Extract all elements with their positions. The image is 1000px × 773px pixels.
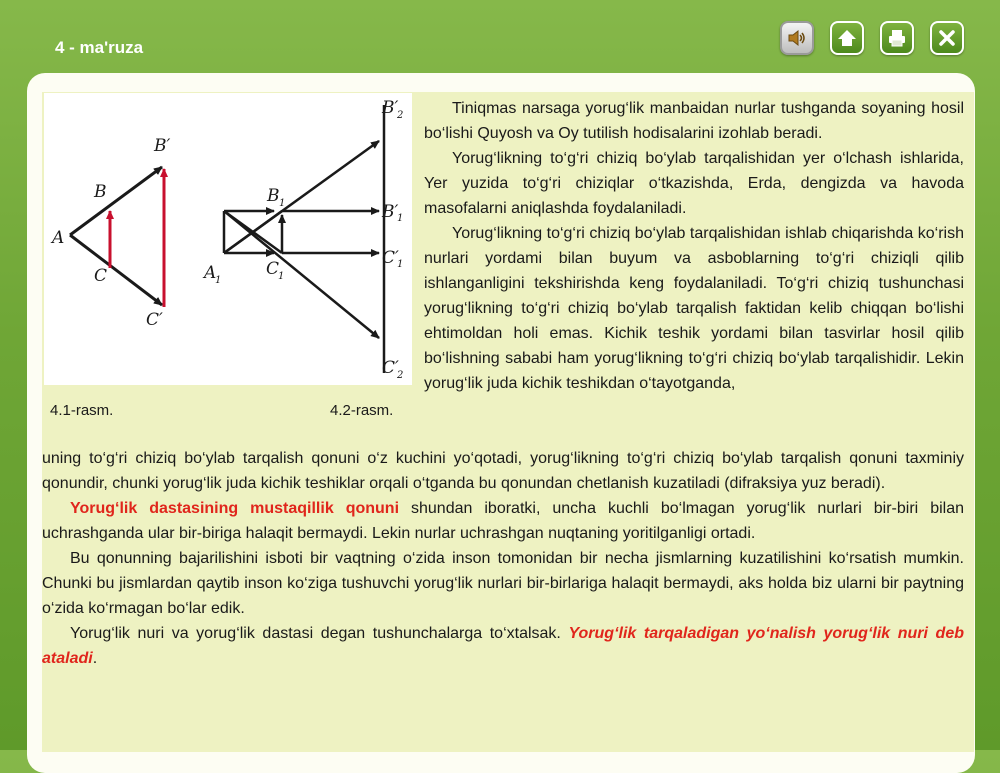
label-b1-prime-sub: 1 <box>397 213 404 224</box>
print-button[interactable] <box>880 21 914 55</box>
paragraph-7 <box>42 621 964 671</box>
printer-icon <box>886 27 908 49</box>
label-c2-prime: C′ <box>382 358 399 378</box>
home-button[interactable] <box>830 21 864 55</box>
definition-text: Yorug‘lik tarqaladigan yo‘nalish yorug‘lik nuri deb ataladi <box>42 625 964 667</box>
label-a1-sub: 1 <box>215 275 222 286</box>
law-text: shundan iboratki, uncha kuchli bo‘lmagan yorug‘lik nurlari bir-biri bilan uchrashganda ular bir-biriga halaqit bermaydi. Lekin nurlar uchrashgan nuqtaning yoritilganligi ortadi. <box>42 500 964 542</box>
label-c: C <box>94 266 108 286</box>
label-c1-prime: C′ <box>382 248 399 268</box>
definition-end: . <box>92 650 98 667</box>
speaker-icon <box>786 27 808 49</box>
optics-diagram <box>44 93 412 385</box>
label-b2-prime-sub: 2 <box>397 110 404 121</box>
paragraph-3: Yorug‘likning to‘g‘ri chiziq bo‘ylab tarqalishidan ishlab chiqarishda ko‘rish nurlari yordami bilan buyum va asboblarning to‘g‘ri chiziqli qilib ishlanganligini tekshirishda keng foydalaniladi. To‘g‘ri chiziq tushunchasi yorug‘likning to‘g‘ri chiziq bo‘ylab tarqalish faktidan kelib chiqqan bo‘lishi ehtimoldan holi emas. Kichik teshik yordami bilan tasvirlar hosil qilib bo‘lishning sababi ham yorug‘likning to‘g‘ri chiziq bo‘ylab tarqalishidir. Lekin yorug‘lik juda kichik teshikdan o‘tayotganda, <box>424 225 964 392</box>
home-icon <box>836 27 858 49</box>
label-a1: A <box>204 263 217 283</box>
label-a: A <box>52 228 65 248</box>
paragraph-6: Bu qonunning bajarilishini isboti bir vaqtning o‘zida inson tomonidan bir necha jismlarning kuzatilishini ko‘rsatish mumkin. Chunki bu jismlardan qaytib inson ko‘ziga tushuvchi yorug‘lik nurlari bir-birlariga halaqit bermaydi, aks holda biz ularni bir paytning o‘zida ko‘rmagan bo‘lar edik. <box>42 550 964 617</box>
figure-4-1 <box>50 136 170 330</box>
label-b-prime: B′ <box>154 136 171 156</box>
label-c1: C <box>266 259 280 279</box>
figure-4-2 <box>202 98 403 381</box>
label-b1: B <box>267 186 280 206</box>
label-c-prime: C′ <box>146 310 163 330</box>
text-column-bottom <box>42 446 964 671</box>
label-b: B <box>94 182 107 202</box>
figure-box <box>44 93 412 385</box>
close-button[interactable] <box>930 21 964 55</box>
sound-button[interactable] <box>780 21 814 55</box>
label-c2-prime-sub: 2 <box>397 370 404 381</box>
paragraph-2: Yorug‘likning to‘g‘ri chiziq bo‘ylab tarqalishidan yer o‘lchash ishlarida, Yer yuzida to‘g‘ri chiziqlar o‘tkazishda, Erda, dengizda va havoda masofalarni aniqlashda foydalaniladi. <box>424 150 964 217</box>
top-strip <box>780 0 1000 6</box>
definition-intro: Yorug‘lik nuri va yorug‘lik dastasi degan tushunchalarga to‘xtalsak. <box>70 625 569 642</box>
label-b1-prime: B′ <box>382 202 399 222</box>
label-b2-prime: B′ <box>382 98 399 118</box>
paragraph-5 <box>42 496 964 546</box>
label-c1-prime-sub: 1 <box>397 259 404 270</box>
caption-4-1: 4.1-rasm. <box>50 402 114 419</box>
law-title: Yorug‘lik dastasining mustaqillik qonuni <box>70 500 400 517</box>
caption-4-2: 4.2-rasm. <box>330 402 394 419</box>
paragraph-4: uning to‘g‘ri chiziq bo‘ylab tarqalish qonuni o‘z kuchini yo‘qotadi, yorug‘likning to‘g‘ri chiziq bo‘ylab tarqalish qonuni taxminiy qonundir, chunki yorug‘lik juda kichik teshiklar orqali o‘tganda bu qonundan chetlanish kuzatiladi (difraksiya yuz beradi). <box>42 450 964 492</box>
label-b1-sub: 1 <box>279 198 286 209</box>
paragraph-1: Tiniqmas narsaga yorug‘lik manbaidan nurlar tushganda soyaning hosil bo‘lishi Quyosh va Oy tutilish hodisalarini izohlab beradi. <box>424 100 964 142</box>
label-c1-sub: 1 <box>278 271 285 282</box>
page-title: 4 - ma'ruza <box>55 38 144 57</box>
text-column-right <box>424 96 964 396</box>
close-icon <box>936 27 958 49</box>
